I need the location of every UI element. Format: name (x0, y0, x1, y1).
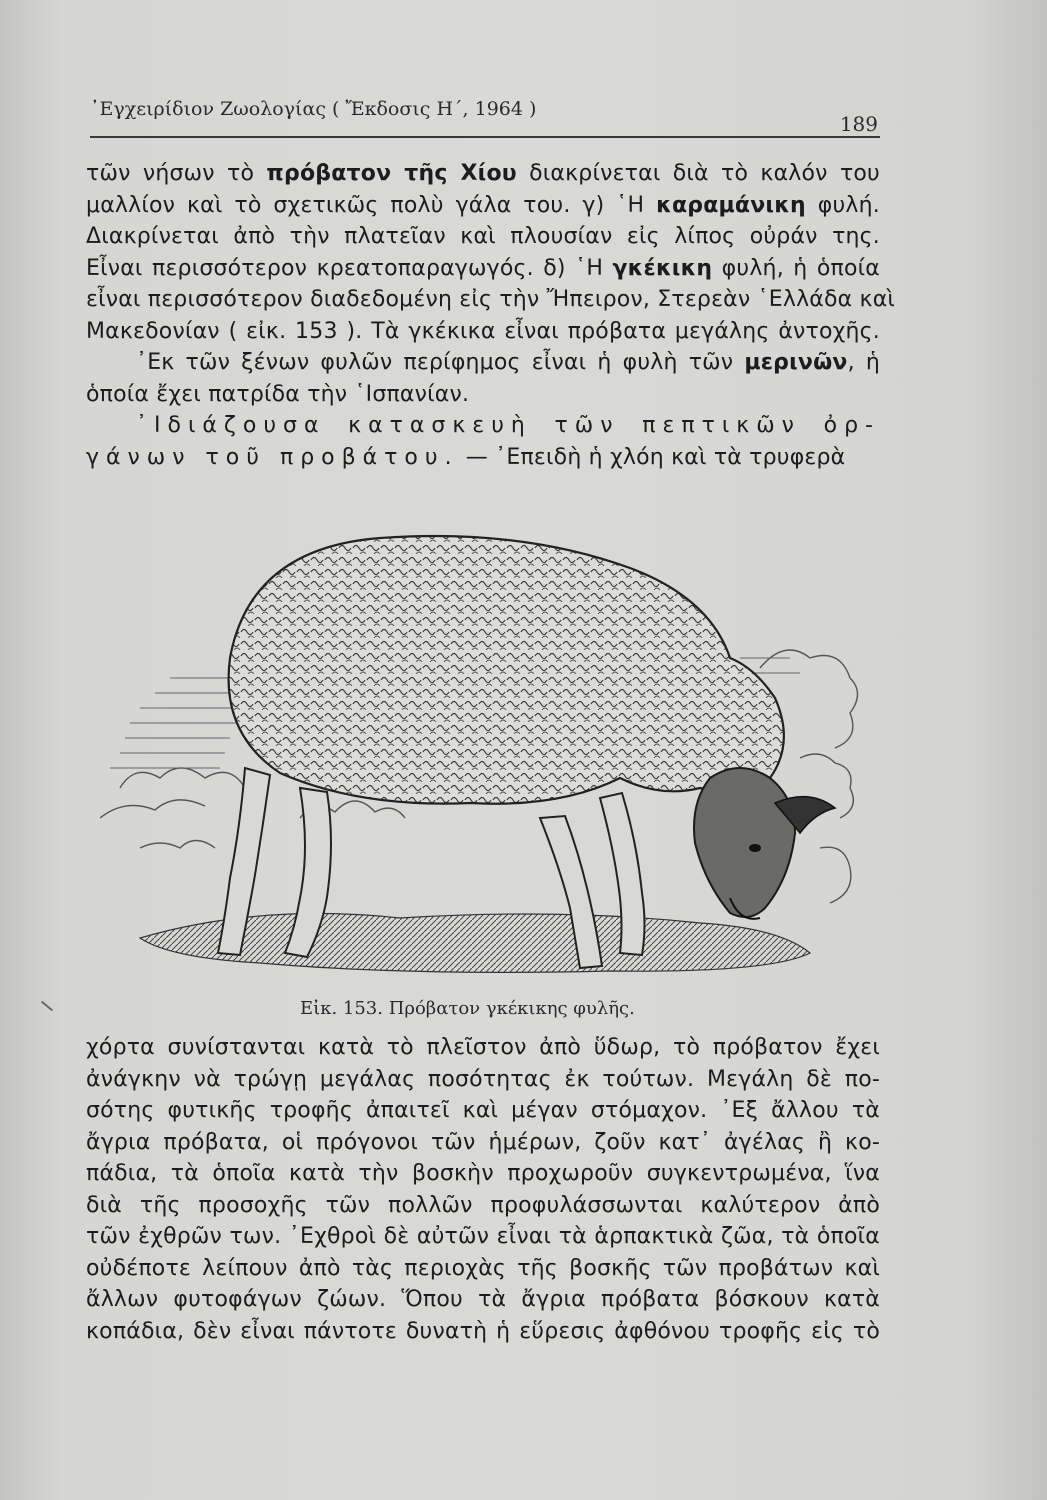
text-line: ἀνάγκην νὰ τρώγῃ μεγάλας ποσότητας ἐκ τούτων. Μεγάλη δὲ πο- (86, 1066, 880, 1092)
text-line: τῶν ἐχθρῶν των. ᾿Εχθροὶ δὲ αὐτῶν εἶναι τὰ ἁρπακτικὰ ζῶα, τὰ ὁποῖα (86, 1224, 880, 1249)
header-rule (90, 136, 880, 138)
text-line: χόρτα συνίστανται κατὰ τὸ πλεῖστον ἀπὸ ὕδωρ, τὸ πρόβατον ἔχει (86, 1035, 880, 1060)
text-run: ὁποία ἔχει πατρίδα τὴν ῾Ισπανίαν. (86, 381, 470, 407)
bold-term: πρόβατον τῆς Χίου (266, 161, 517, 186)
figure-sheep-engraving (100, 518, 868, 988)
text-line (86, 190, 880, 222)
sheep-body (229, 536, 784, 804)
text-run: διακρίνεται διὰ τὸ καλόν του (516, 161, 880, 186)
text-run: — ᾿Επειδὴ ἡ χλόη καὶ τὰ τρυφερὰ (458, 444, 846, 470)
paragraph-digestive-organs (86, 410, 880, 473)
text-run: μαλλίον καὶ τὸ σχετικῶς πολὺ γάλα του. γ) ῾Η (86, 192, 657, 218)
page-number: 189 (839, 112, 878, 136)
text-line (86, 158, 880, 190)
text-line (86, 347, 880, 379)
text-line: πάδια, τὰ ὁποῖα κατὰ τὴν βοσκὴν προχωροῦν συγκεντρωμένα, ἵνα (86, 1161, 880, 1186)
text-line: ἄγρια πρόβατα, οἱ πρόγονοι τῶν ἡμέρων, ζοῦν κατ᾿ ἀγέλας ἢ κο- (86, 1129, 880, 1155)
text-line: σότης φυτικῆς τροφῆς ἀπαιτεῖ καὶ μέγαν στόμαχον. ᾿Εξ ἄλλου τὰ (86, 1098, 880, 1123)
sheep-illustration (100, 518, 868, 988)
bold-term: μερινῶν (744, 350, 848, 375)
text-run: τῶν νήσων τὸ (86, 161, 267, 186)
text-line: διὰ τῆς προσοχῆς τῶν πολλῶν προφυλάσσωνται καλύτερον ἀπὸ (86, 1192, 880, 1218)
text-run: , ἡ (847, 350, 881, 375)
text-line: οὐδέποτε λείπουν ἀπὸ τὰς περιοχὰς τῆς βοσκῆς τῶν προβάτων καὶ (86, 1255, 880, 1281)
bold-term: καραμάνικη (656, 192, 806, 218)
text-line: κοπάδια, δὲν εἶναι πάντοτε δυνατὴ ἡ εὕρεσις ἀφθόνου τροφῆς εἰς τὸ (86, 1318, 880, 1344)
running-header (90, 92, 878, 136)
text-line (86, 379, 880, 411)
text-run: ᾿Ιδιάζουσα κατασκευὴ τῶν πεπτικῶν ὀρ- (136, 413, 880, 438)
paragraph-continued (86, 1032, 880, 1347)
text-line: ἄλλων φυτοφάγων ζώων. Ὅπου τὰ ἄγρια πρόβατα βόσκουν κατὰ (86, 1287, 880, 1312)
text-line (86, 253, 880, 285)
running-header-title: ᾿Εγχειρίδιον Ζωολογίας ( Ἔκδοσις Η΄, 1964 ) (90, 98, 537, 120)
text-line (86, 221, 880, 253)
sheep-head (694, 768, 835, 919)
text-run: φυλή, ἡ ὁποία (712, 255, 880, 281)
bold-term: γκέκικη (612, 255, 713, 281)
figure-caption: Εἰκ. 153. Πρόβατον γκέκικης φυλῆς. (300, 998, 635, 1019)
body-text-top (86, 158, 896, 473)
paragraph-chios-breeds (86, 158, 896, 347)
text-run: Μακεδονίαν ( εἰκ. 153 ). Τὰ γκέκικα εἶναι πρόβατα μεγάλης ἀντοχῆς. (86, 318, 880, 344)
text-run: φυλή. (805, 192, 880, 218)
text-run: Διακρίνεται ἀπὸ τὴν πλατεῖαν καὶ πλουσίαν εἰς λίπος οὐράν της. (86, 224, 880, 249)
text-line (86, 442, 880, 474)
text-run: Εἶναι περισσότερον κρεατοπαραγωγός. δ) ῾Η (86, 255, 613, 281)
paragraph-merino (86, 347, 880, 410)
text-run: ᾿Εκ τῶν ξένων φυλῶν περίφημος εἶναι ἡ φυλὴ τῶν (136, 350, 745, 375)
margin-mark (41, 1001, 53, 1012)
text-line (86, 316, 880, 348)
body-text-bottom (86, 1032, 880, 1347)
text-run: εἶναι περισσότερον διαδεδομένη εἰς τὴν Ἤπειρον, Στερεὰν ῾Ελλάδα καὶ (86, 287, 896, 312)
text-run: γάνων τοῦ προβάτου. (86, 444, 459, 470)
text-line (86, 410, 880, 442)
text-line (86, 284, 896, 316)
